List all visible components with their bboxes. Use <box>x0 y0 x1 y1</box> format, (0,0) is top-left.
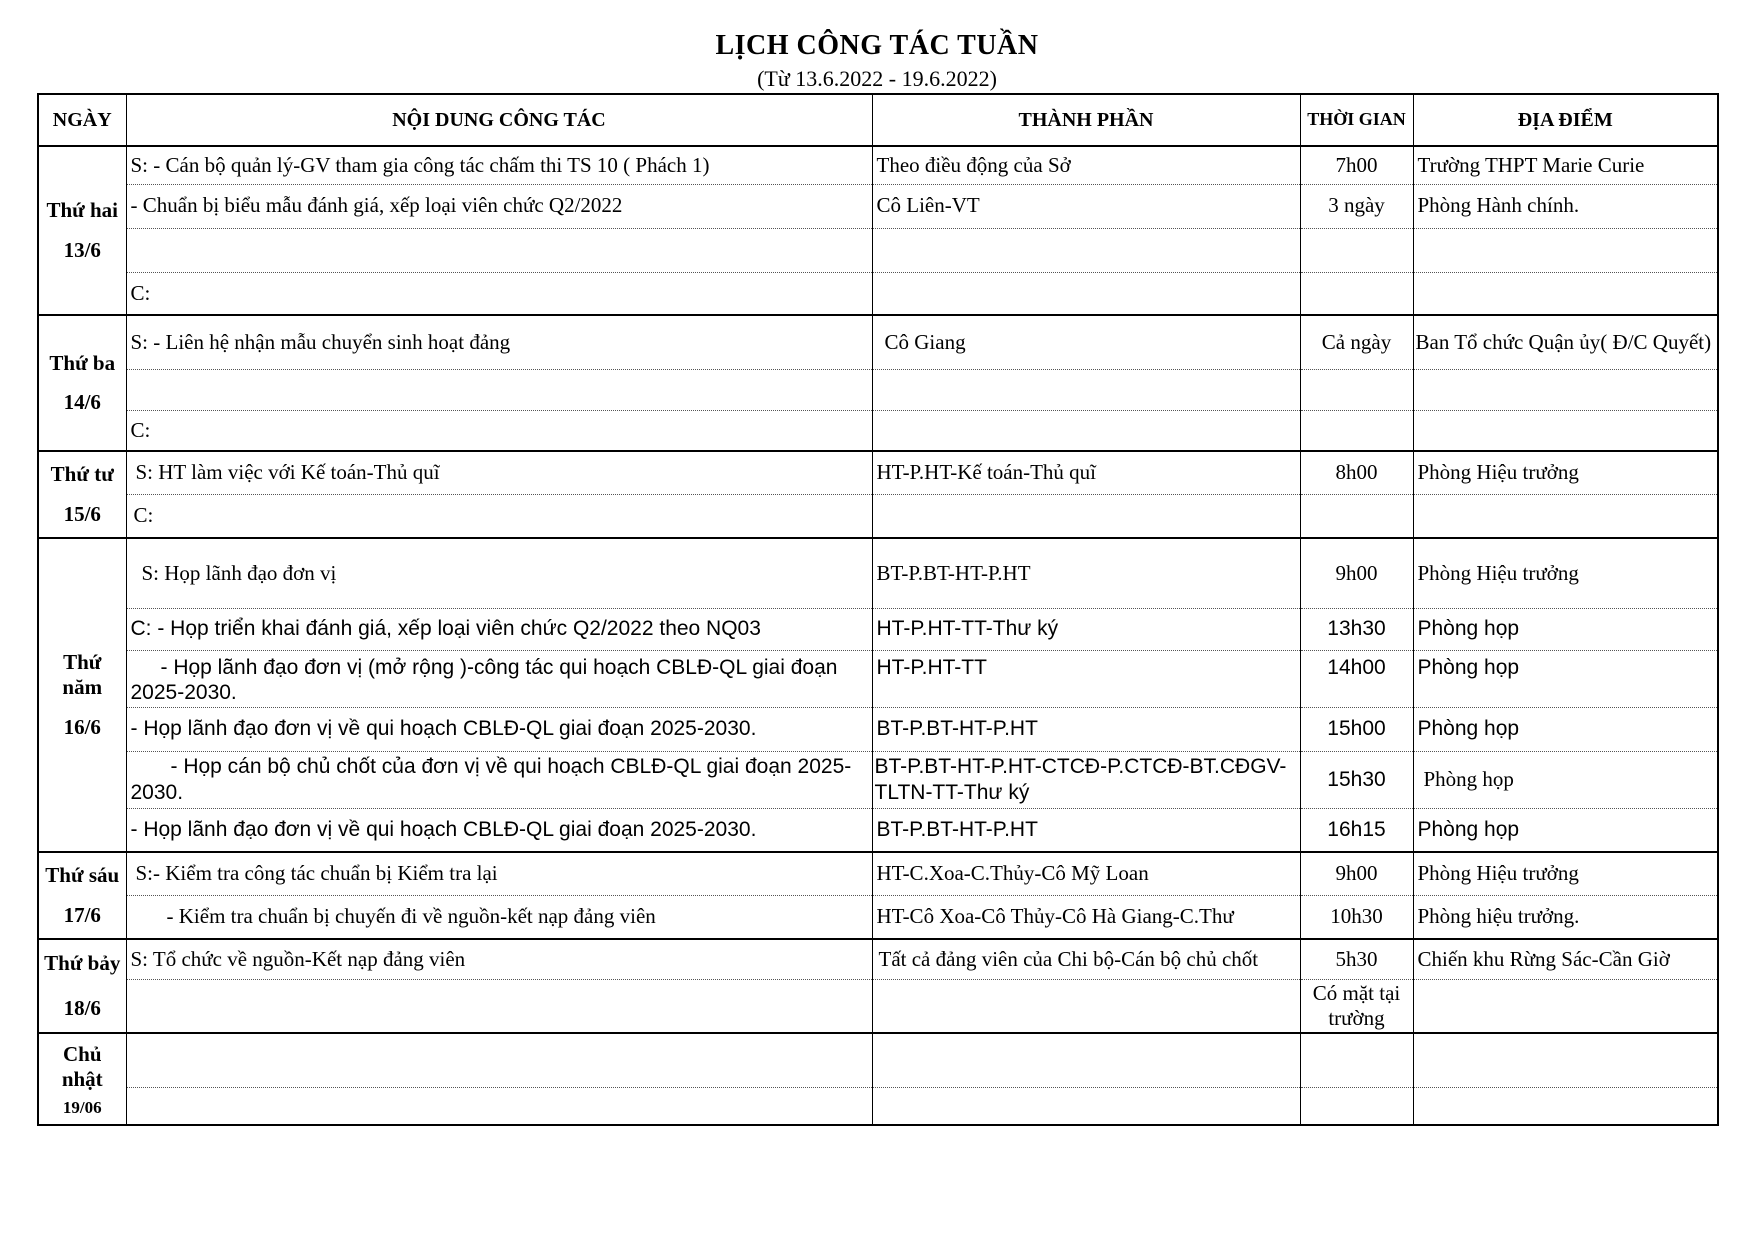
place-cell: Phòng Hiệu trưởng <box>1413 538 1718 608</box>
time-cell <box>1300 272 1413 315</box>
day-cell-tuesday <box>38 315 126 451</box>
content-cell: - Họp lãnh đạo đơn vị về qui hoạch CBLĐ-QL giai đoạn 2025-2030. <box>126 808 872 852</box>
table-row <box>38 315 1718 369</box>
place-cell <box>1413 979 1718 1033</box>
time-cell: 14h00 <box>1300 650 1413 707</box>
members-cell: Tất cả đảng viên của Chi bộ-Cán bộ chủ chốt <box>872 939 1300 979</box>
day-cell-friday <box>38 852 126 939</box>
time-cell: 10h30 <box>1300 895 1413 939</box>
place-cell: Phòng Hiệu trưởng <box>1413 451 1718 494</box>
day-date: 14/6 <box>63 390 101 414</box>
content-cell: - Họp lãnh đạo đơn vị (mở rộng )-công tác qui hoạch CBLĐ-QL giai đoạn 2025-2030. <box>126 650 872 707</box>
time-cell: Cả ngày <box>1300 315 1413 369</box>
content-cell <box>126 979 872 1033</box>
content-cell: - Họp lãnh đạo đơn vị về qui hoạch CBLĐ-QL giai đoạn 2025-2030. <box>126 707 872 751</box>
table-row <box>38 538 1718 608</box>
table-row <box>38 272 1718 315</box>
table-row <box>38 228 1718 272</box>
table-row <box>38 494 1718 538</box>
table-row <box>38 1033 1718 1087</box>
place-cell: Phòng họp <box>1413 650 1718 707</box>
day-cell-monday <box>38 146 126 315</box>
table-row <box>38 410 1718 451</box>
members-cell: BT-P.BT-HT-P.HT <box>872 707 1300 751</box>
time-cell <box>1300 1087 1413 1125</box>
table-row <box>38 650 1718 707</box>
table-row <box>38 895 1718 939</box>
day-name: Chủ nhật <box>61 1041 103 1091</box>
time-cell: 7h00 <box>1300 146 1413 184</box>
members-cell: BT-P.BT-HT-P.HT <box>872 808 1300 852</box>
place-cell <box>1413 1033 1718 1087</box>
day-name: Thứ sáu <box>45 863 120 888</box>
table-row <box>38 852 1718 895</box>
members-cell: Cô Liên-VT <box>872 184 1300 228</box>
time-cell: 16h15 <box>1300 808 1413 852</box>
day-cell-saturday <box>38 939 126 1033</box>
content-cell: C: - Họp triển khai đánh giá, xếp loại viên chức Q2/2022 theo NQ03 <box>126 608 872 650</box>
day-name: Thứ hai <box>46 198 119 223</box>
table-row <box>38 608 1718 650</box>
col-header-content: NỘI DUNG CÔNG TÁC <box>126 94 872 146</box>
members-cell: BT-P.BT-HT-P.HT <box>872 538 1300 608</box>
day-date: 13/6 <box>63 237 101 262</box>
content-cell: C: <box>126 410 872 451</box>
table-row <box>38 1087 1718 1125</box>
place-cell <box>1413 369 1718 410</box>
content-cell: C: <box>126 272 872 315</box>
members-cell: HT-P.HT-TT <box>872 650 1300 707</box>
time-cell: 13h30 <box>1300 608 1413 650</box>
place-cell: Phòng họp <box>1413 707 1718 751</box>
day-date: 15/6 <box>63 501 101 526</box>
members-cell: Cô Giang <box>872 315 1300 369</box>
day-name: Thứ năm <box>62 650 103 700</box>
content-cell: S:- Kiểm tra công tác chuẩn bị Kiểm tra lại <box>126 852 872 895</box>
content-cell <box>126 369 872 410</box>
table-row <box>38 707 1718 751</box>
time-cell: 15h00 <box>1300 707 1413 751</box>
day-cell-thursday <box>38 538 126 852</box>
members-cell <box>872 494 1300 538</box>
members-cell: BT-P.BT-HT-P.HT-CTCĐ-P.CTCĐ-BT.CĐGV-TLTN-TT-Thư ký <box>872 751 1300 808</box>
place-cell: Phòng họp <box>1413 608 1718 650</box>
table-row <box>38 146 1718 184</box>
members-cell: Theo điều động của Sở <box>872 146 1300 184</box>
members-cell <box>872 1033 1300 1087</box>
members-cell <box>872 369 1300 410</box>
place-cell <box>1413 494 1718 538</box>
table-row <box>38 939 1718 979</box>
col-header-members: THÀNH PHẦN <box>872 94 1300 146</box>
place-cell <box>1413 1087 1718 1125</box>
table-row <box>38 369 1718 410</box>
place-cell: Chiến khu Rừng Sác-Cần Giờ <box>1413 939 1718 979</box>
time-cell <box>1300 369 1413 410</box>
members-cell: HT-C.Xoa-C.Thủy-Cô Mỹ Loan <box>872 852 1300 895</box>
time-cell: 5h30 <box>1300 939 1413 979</box>
place-cell: Trường THPT Marie Curie <box>1413 146 1718 184</box>
content-cell: S: - Cán bộ quản lý-GV tham gia công tác chấm thi TS 10 ( Phách 1) <box>126 146 872 184</box>
day-cell-wednesday <box>38 451 126 538</box>
content-cell: - Kiểm tra chuẩn bị chuyến đi về nguồn-kết nạp đảng viên <box>126 895 872 939</box>
content-cell: S: Tổ chức về nguồn-Kết nạp đảng viên <box>126 939 872 979</box>
time-cell: 9h00 <box>1300 538 1413 608</box>
members-cell <box>872 1087 1300 1125</box>
place-cell <box>1413 228 1718 272</box>
members-cell <box>872 979 1300 1033</box>
time-cell <box>1300 410 1413 451</box>
page-title: LỊCH CÔNG TÁC TUẦN <box>715 30 1039 61</box>
members-cell: HT-Cô Xoa-Cô Thủy-Cô Hà Giang-C.Thư <box>872 895 1300 939</box>
members-cell <box>872 228 1300 272</box>
table-row <box>38 451 1718 494</box>
content-cell <box>126 228 872 272</box>
col-header-day: NGÀY <box>38 94 126 146</box>
content-cell: S: Họp lãnh đạo đơn vị <box>126 538 872 608</box>
place-cell: Phòng họp <box>1413 751 1718 808</box>
content-cell <box>126 1033 872 1087</box>
time-cell: Có mặt tại trường <box>1300 979 1413 1033</box>
time-cell: 15h30 <box>1300 751 1413 808</box>
schedule-table <box>37 93 1719 1126</box>
time-cell: 9h00 <box>1300 852 1413 895</box>
members-cell <box>872 272 1300 315</box>
members-cell: HT-P.HT-Kế toán-Thủ quĩ <box>872 451 1300 494</box>
table-row <box>38 751 1718 808</box>
day-date: 16/6 <box>63 714 101 739</box>
members-cell: HT-P.HT-TT-Thư ký <box>872 608 1300 650</box>
table-row <box>38 808 1718 852</box>
place-cell <box>1413 410 1718 451</box>
place-cell: Phòng họp <box>1413 808 1718 852</box>
day-cell-sunday <box>38 1033 126 1125</box>
col-header-place: ĐỊA ĐIỂM <box>1413 94 1718 146</box>
table-row <box>38 184 1718 228</box>
content-cell: C: <box>126 494 872 538</box>
content-cell: - Chuẩn bị biểu mẫu đánh giá, xếp loại viên chức Q2/2022 <box>126 184 872 228</box>
time-cell: 8h00 <box>1300 451 1413 494</box>
content-cell: - Họp cán bộ chủ chốt của đơn vị về qui hoạch CBLĐ-QL giai đoạn 2025-2030. <box>126 751 872 808</box>
place-cell: Phòng hiệu trưởng. <box>1413 895 1718 939</box>
day-date: 17/6 <box>63 902 101 927</box>
time-cell <box>1300 228 1413 272</box>
day-name: Thứ tư <box>50 462 114 487</box>
col-header-time: THỜI GIAN <box>1300 94 1413 146</box>
day-name: Thứ ba <box>49 350 116 375</box>
table-row <box>38 979 1718 1033</box>
place-cell <box>1413 272 1718 315</box>
content-cell: S: - Liên hệ nhận mẫu chuyển sinh hoạt đảng <box>126 315 872 369</box>
day-date: 18/6 <box>63 996 101 1020</box>
members-cell <box>872 410 1300 451</box>
place-cell: Phòng Hiệu trưởng <box>1413 852 1718 895</box>
place-cell: Ban Tổ chức Quận ủy( Đ/C Quyết) <box>1413 315 1718 369</box>
time-cell: 3 ngày <box>1300 184 1413 228</box>
time-cell <box>1300 494 1413 538</box>
content-cell <box>126 1087 872 1125</box>
day-date: 19/06 <box>62 1097 102 1117</box>
time-cell <box>1300 1033 1413 1087</box>
day-name: Thứ bảy <box>44 950 121 975</box>
place-cell: Phòng Hành chính. <box>1413 184 1718 228</box>
header-row <box>38 94 1718 146</box>
content-cell: S: HT làm việc với Kế toán-Thủ quĩ <box>126 451 872 494</box>
page-subtitle: (Từ 13.6.2022 - 19.6.2022) <box>757 66 997 91</box>
